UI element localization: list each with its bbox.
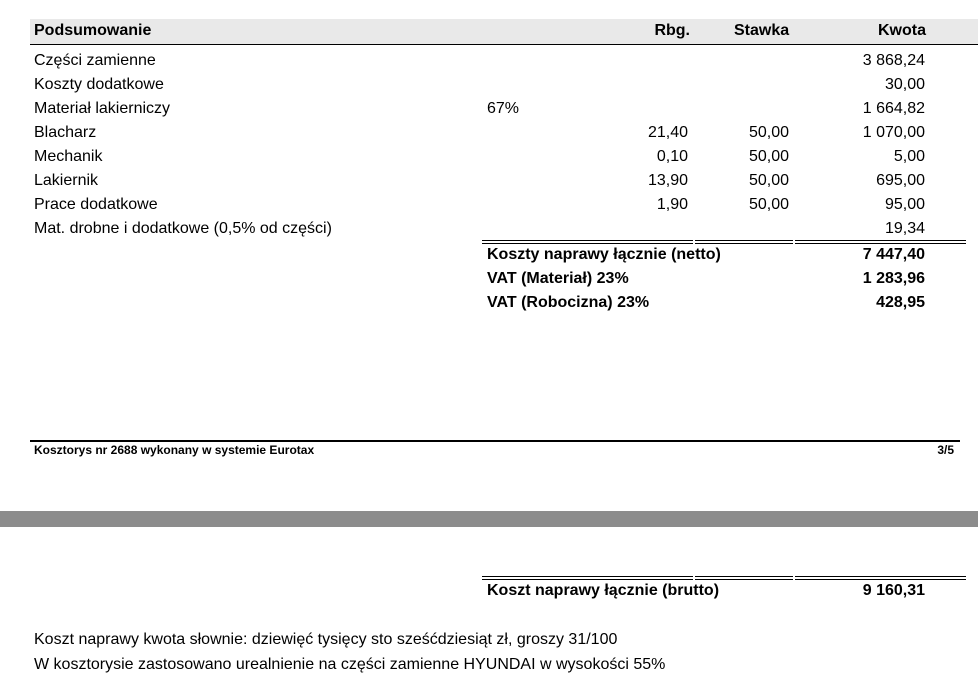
- totals-top-line-2: [482, 243, 966, 244]
- row-label: Blacharz: [34, 124, 97, 141]
- row-rbg: 13,90: [647, 172, 688, 189]
- footer-line: [30, 440, 960, 442]
- col-header-rbg: Rbg.: [654, 22, 690, 39]
- page-number: 3/5: [937, 443, 954, 457]
- totals-top-line: [482, 240, 966, 241]
- brutto-top-line: [482, 576, 966, 577]
- row-kwota: 1 070,00: [862, 124, 925, 141]
- total-label: Koszty naprawy łącznie (netto): [487, 246, 721, 263]
- total-value: 1 283,96: [862, 270, 925, 287]
- summary-header: [30, 19, 978, 45]
- row-label: Lakiernik: [34, 172, 99, 189]
- row-stawka: 50,00: [748, 172, 789, 189]
- row-kwota: 30,00: [884, 76, 925, 93]
- footer-text: Kosztorys nr 2688 wykonany w systemie Eurotax: [34, 443, 315, 457]
- amount-in-words: Koszt naprawy kwota słownie: dziewięć tysięcy sto sześćdziesiąt zł, groszy 31/100: [34, 631, 618, 648]
- row-label: Części zamienne: [34, 52, 156, 69]
- row-label: Mat. drobne i dodatkowe (0,5% od części): [34, 220, 332, 237]
- summary-title: Podsumowanie: [34, 22, 152, 39]
- row-kwota: 5,00: [893, 148, 925, 165]
- row-stawka: 50,00: [748, 196, 789, 213]
- line-gap: [793, 240, 795, 244]
- line-gap: [693, 576, 695, 580]
- brutto-top-line-2: [482, 579, 966, 580]
- parts-adjustment-note: W kosztorysie zastosowano urealnienie na części zamienne HYUNDAI w wysokości 55%: [34, 656, 666, 673]
- row-label: Prace dodatkowe: [34, 196, 158, 213]
- row-rbg: 21,40: [647, 124, 688, 141]
- row-label: Materiał lakierniczy: [34, 100, 171, 117]
- page-separator: [0, 511, 978, 527]
- line-gap: [793, 576, 795, 580]
- row-label: Koszty dodatkowe: [34, 76, 164, 93]
- line-gap: [693, 240, 695, 244]
- col-header-stawka: Stawka: [734, 22, 790, 39]
- row-kwota: 95,00: [884, 196, 925, 213]
- row-kwota: 3 868,24: [862, 52, 925, 69]
- total-label: VAT (Materiał) 23%: [487, 270, 629, 287]
- row-kwota: 1 664,82: [862, 100, 925, 117]
- row-percent: 67%: [487, 100, 520, 117]
- brutto-value: 9 160,31: [862, 582, 925, 599]
- col-header-kwota: Kwota: [878, 22, 926, 39]
- row-rbg: 1,90: [656, 196, 688, 213]
- total-value: 7 447,40: [862, 246, 925, 263]
- row-kwota: 19,34: [884, 220, 925, 237]
- row-stawka: 50,00: [748, 148, 789, 165]
- total-label: VAT (Robocizna) 23%: [487, 294, 650, 311]
- row-rbg: 0,10: [656, 148, 688, 165]
- total-value: 428,95: [876, 294, 925, 311]
- row-stawka: 50,00: [748, 124, 789, 141]
- row-label: Mechanik: [34, 148, 103, 165]
- brutto-label: Koszt naprawy łącznie (brutto): [487, 582, 720, 599]
- row-kwota: 695,00: [876, 172, 925, 189]
